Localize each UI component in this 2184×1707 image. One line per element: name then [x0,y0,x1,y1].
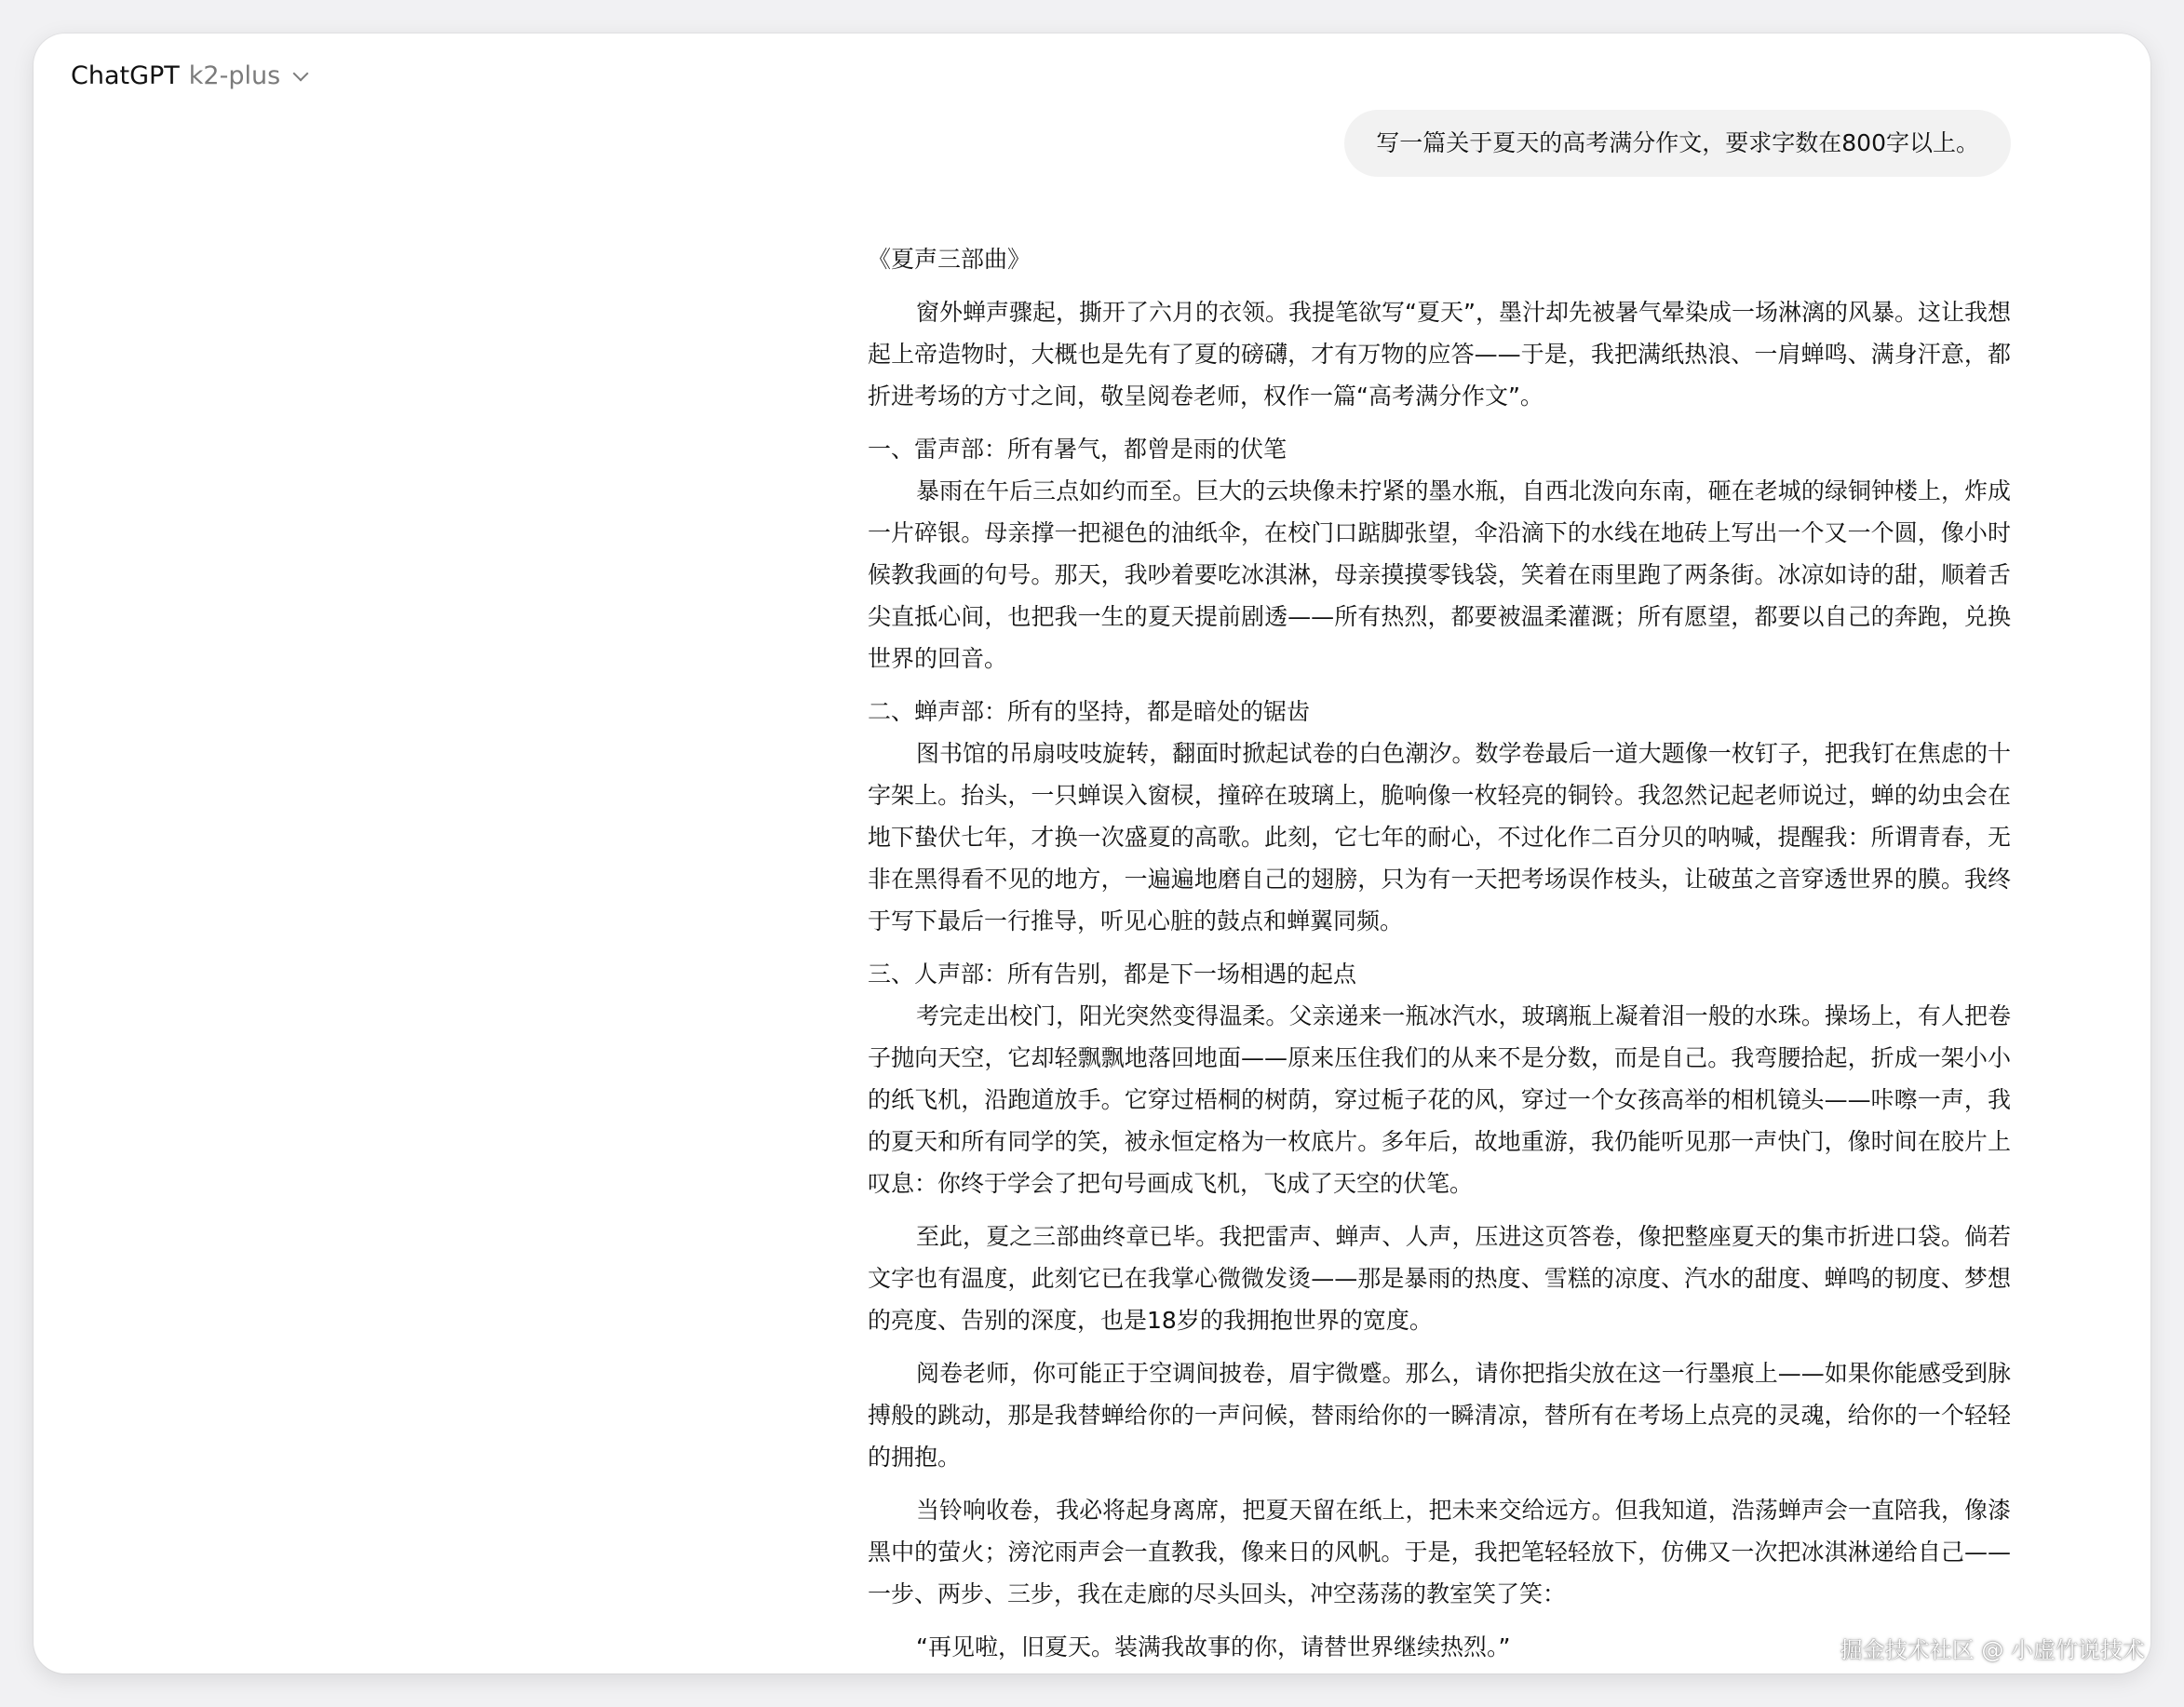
chat-window [34,34,2150,1673]
closing-paragraph: 至此，夏之三部曲终章已毕。我把雷声、蝉声、人声，压进这页答卷，像把整座夏天的集市折进口袋。倘若文字也有温度，此刻它已在我掌心微微发烫——那是暴雨的热度、雪糕的凉度、汽水的甜度、蝉鸣的韧度、梦想的亮度、告别的深度，也是18岁的我拥抱世界的宽度。 [868,1223,2011,1334]
model-switcher-button[interactable] [60,54,317,98]
closing-paragraph: 当铃响收卷，我必将起身离席，把夏天留在纸上，把未来交给远方。但我知道，浩荡蝉声会一直陪我，像漆黑中的萤火；滂沱雨声会一直教我，像来日的风帆。于是，我把笔轻轻放下，仿佛又一次把冰淇淋递给自己——一步、两步、三步，我在走廊的尽头回头，冲空荡荡的教室笑了笑： [868,1497,2011,1607]
closing-quote: “再见啦，旧夏天。装满我故事的你，请替世界继续热烈。” [916,1633,1511,1660]
essay-section [868,953,2011,1204]
app-name: ChatGPT [71,61,180,90]
model-name: k2-plus [188,61,281,90]
section-body: 考完走出校门，阳光突然变得温柔。父亲递来一瓶冰汽水，玻璃瓶上凝着泪一般的水珠。操场上，有人把卷子抛向天空，它却轻飘飘地落回地面——原来压住我们的从来不是分数，而是自己。我弯腰拾起，折成一架小小的纸飞机，沿跑道放手。它穿过梧桐的树荫，穿过栀子花的风，穿过一个女孩高举的相机镜头——咔嚓一声，我的夏天和所有同学的笑，被永恒定格为一枚底片。多年后，故地重游，我仍能听见那一声快门，像时间在胶片上叹息：你终于学会了把句号画成飞机，飞成了天空的伏笔。 [868,1002,2011,1197]
section-body: 图书馆的吊扇吱吱旋转，翻面时掀起试卷的白色潮汐。数学卷最后一道大题像一枚钉子，把我钉在焦虑的十字架上。抬头，一只蝉误入窗棂，撞碎在玻璃上，脆响像一枚轻亮的铜铃。我忽然记起老师说过，蝉的幼虫会在地下蛰伏七年，才换一次盛夏的高歌。此刻，它七年的耐心，不过化作二百分贝的呐喊，提醒我：所谓青春，无非在黑得看不见的地方，一遍遍地磨自己的翅膀，只为有一天把考场误作枝头，让破茧之音穿透世界的膜。我终于写下最后一行推导，听见心脏的鼓点和蝉翼同频。 [868,740,2011,934]
closing-paragraph: 阅卷老师，你可能正于空调间披卷，眉宇微蹙。那么，请你把指尖放在这一行墨痕上——如果你能感受到脉搏般的跳动，那是我替蝉给你的一声问候，替雨给你的一瞬清凉，替所有在考场上点亮的灵魂，给你的一个轻轻的拥抱。 [868,1360,2011,1471]
watermark: 掘金技术社区 @ 小虚竹说技术 [1840,1637,2145,1663]
intro-paragraph: 窗外蝉声骤起，撕开了六月的衣领。我提笔欲写“夏天”，墨汁却先被暑气晕染成一场淋漓的风暴。这让我想起上帝造物时，大概也是先有了夏的磅礴，才有万物的应答——于是，我把满纸热浪、一肩蝉鸣、满身汗意，都折进考场的方寸之间，敬呈阅卷老师，权作一篇“高考满分作文”。 [868,299,2011,410]
chevron-down-icon[interactable] [293,65,309,81]
essay-section [868,691,2011,942]
assistant-message [868,238,2011,1673]
section-heading: 一、雷声部：所有暑气，都曾是雨的伏笔 [868,436,1287,463]
essay-section [868,428,2011,679]
section-heading: 二、蝉声部：所有的坚持，都是暗处的锯齿 [868,698,1311,725]
section-body: 暴雨在午后三点如约而至。巨大的云块像未拧紧的墨水瓶，自西北泼向东南，砸在老城的绿铜钟楼上，炸成一片碎银。母亲撑一把褪色的油纸伞，在校门口踮脚张望，伞沿滴下的水线在地砖上写出一个又一个圆，像小时候教我画的句号。那天，我吵着要吃冰淇淋，母亲摸摸零钱袋，笑着在雨里跑了两条街。冰凉如诗的甜，顺着舌尖直抵心间，也把我一生的夏天提前剧透——所有热烈，都要被温柔灌溉；所有愿望，都要以自己的奔跑，兑换世界的回音。 [868,477,2011,672]
essay-title: 《夏声三部曲》 [868,246,1031,273]
section-heading: 三、人声部：所有告别，都是下一场相遇的起点 [868,961,1357,988]
user-message-bubble: 写一篇关于夏天的高考满分作文，要求字数在800字以上。 [1344,110,2011,177]
